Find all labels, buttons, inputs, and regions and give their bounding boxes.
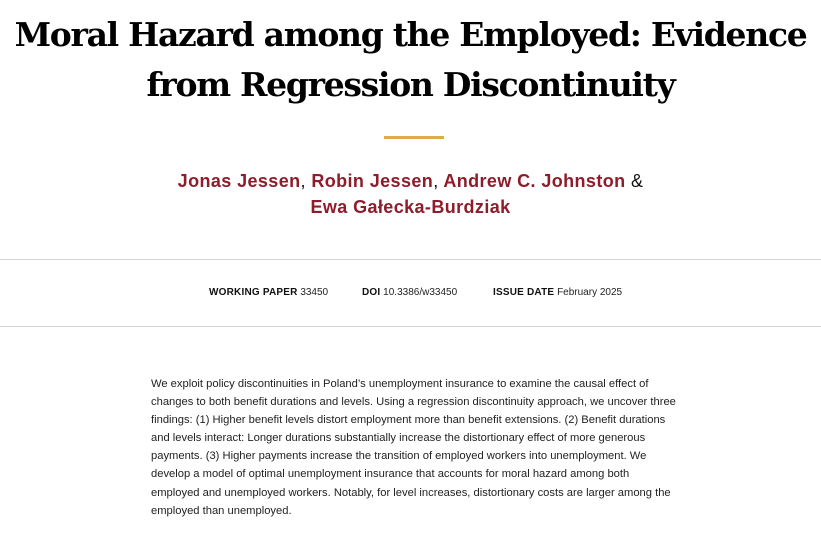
title-line-1: Moral Hazard among the Employed: Evidence [14, 15, 807, 54]
meta-bottom-divider [0, 326, 821, 327]
title-line-2: from Regression Discontinuity [146, 65, 675, 104]
doi-meta [362, 286, 457, 300]
meta-top-divider [0, 259, 821, 260]
author-conjunction: & [630, 171, 644, 191]
author-separator: , [300, 171, 306, 191]
title-accent-divider [384, 136, 444, 139]
author-separator: , [433, 171, 439, 191]
author-line-2 [0, 194, 821, 220]
issue-date-meta [493, 286, 622, 300]
author-link-robin-jessen[interactable]: Robin Jessen [311, 171, 434, 191]
author-line-1 [0, 168, 821, 194]
working-paper-meta [209, 286, 328, 300]
doi-label: DOI [362, 287, 381, 298]
author-list [0, 168, 821, 220]
issue-date-label: ISSUE DATE [493, 287, 555, 298]
doi-value: 10.3386/w33450 [383, 287, 458, 298]
author-link-ewa-galecka-burdziak[interactable]: Ewa Gałecka-Burdziak [310, 197, 511, 217]
author-link-andrew-johnston[interactable]: Andrew C. Johnston [443, 171, 626, 191]
page-title [0, 10, 821, 110]
author-link-jonas-jessen[interactable]: Jonas Jessen [177, 171, 301, 191]
issue-date-value: February 2025 [557, 287, 623, 298]
abstract-text: We exploit policy discontinuities in Poland’s unemployment insurance to examine the causal effect of changes to both benefit durations and levels. Using a regression discontinuity approach, we uncover three findings: (1) Higher benefit levels distort employment more than benefit extensions. (2) Benefit durations and levels interact: Longer durations substantially increase the distortionary effect of more generous payments. (3) Higher payments increase the transition of employed workers into unemployment. We develop a model of optimal unemployment insurance that accounts for moral hazard among both employed and unemployed workers. Notably, for level increases, distortionary costs are larger among the employed than unemployed. [151, 378, 676, 517]
working-paper-label: WORKING PAPER [209, 287, 298, 298]
working-paper-number: 33450 [300, 287, 329, 298]
